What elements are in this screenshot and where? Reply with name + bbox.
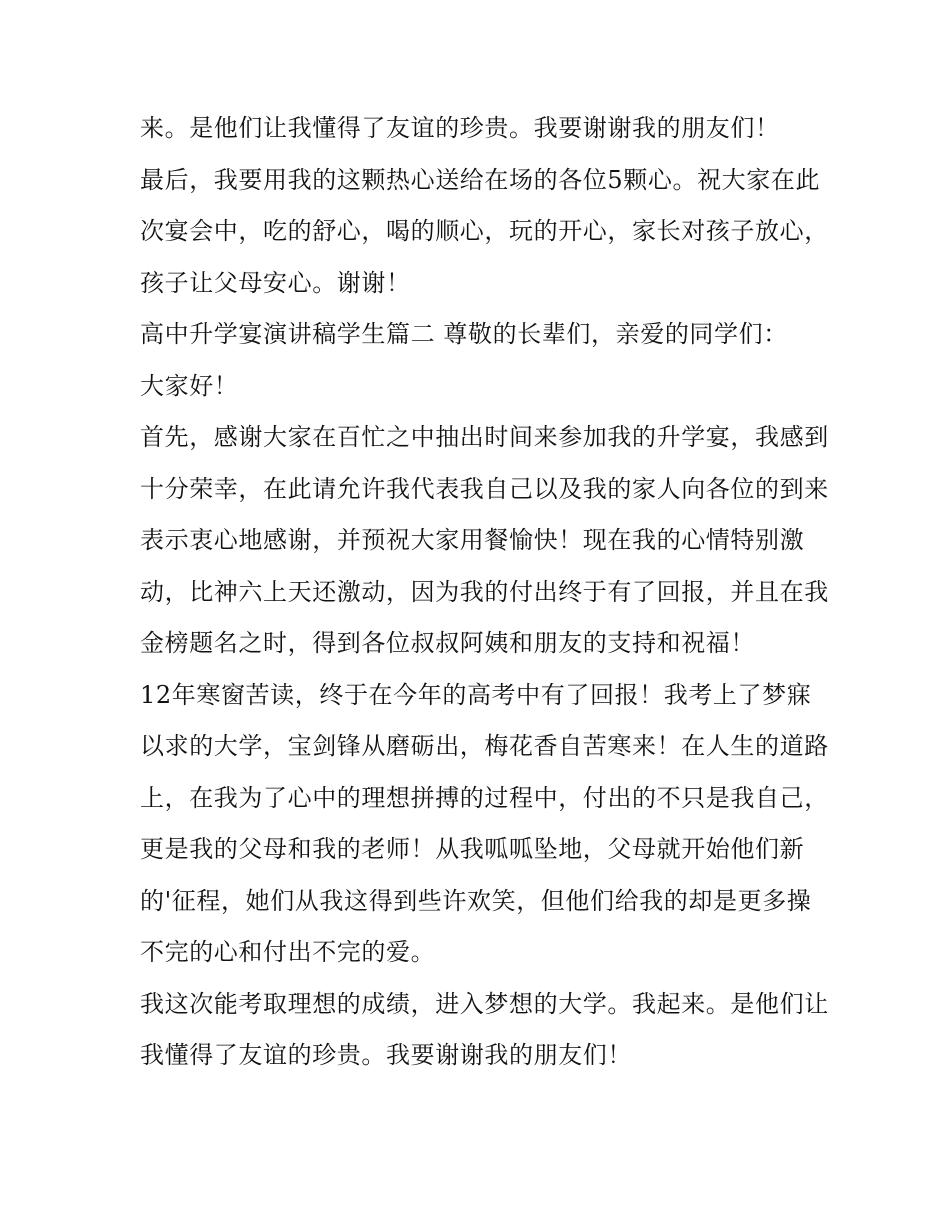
paragraph-5: 首先，感谢大家在百忙之中抽出时间来参加我的升学宴，我感到十分荣幸，在此请允许我代表我自己以及我的家人向各位的到来表示衷心地感谢，并预祝大家用餐愉快！现在我的心情特别激动，比神六上天还激动，因为我的付出终于有了回报，并且在我金榜题名之时，得到各位叔叔阿姨和朋友的支持和祝福！	[140, 423, 829, 657]
paragraph-2: 最后，我要用我的这颗热心送给在场的各位5颗心。祝大家在此次宴会中，吃的舒心，喝的顺心，玩的开心，家长对孩子放心，孩子让父母安心。谢谢！	[140, 165, 829, 297]
paragraph-6: 12年寒窗苦读，终于在今年的高考中有了回报！我考上了梦寐以求的大学，宝剑锋从磨砺出，梅花香自苦寒来！在人生的道路上，在我为了心中的理想拼搏的过程中，付出的不只是我自己，更是我的父母和我的老师！从我呱呱坠地，父母就开始他们新的'征程，她们从我这得到些许欢笑，但他们给我的却是更多操不完的心和付出不完的爱。	[140, 680, 829, 966]
paragraph-7: 我这次能考取理想的成绩，进入梦想的大学。我起来。是他们让我懂得了友谊的珍贵。我要谢谢我的朋友们！	[140, 989, 829, 1069]
document-body	[140, 103, 830, 1082]
paragraph-1: 来。是他们让我懂得了友谊的珍贵。我要谢谢我的朋友们！	[140, 114, 780, 142]
paragraph-3: 高中升学宴演讲稿学生篇二 尊敬的长辈们，亲爱的同学们：	[140, 320, 788, 348]
paragraph-4: 大家好！	[140, 371, 239, 400]
